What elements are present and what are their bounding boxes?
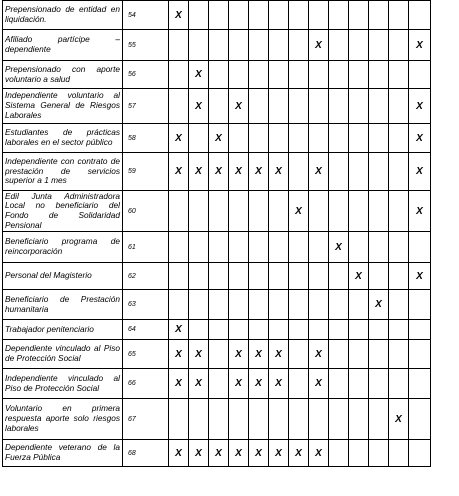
- mark-cell: [349, 61, 369, 89]
- mark-cell: [329, 340, 349, 369]
- mark-cell: [189, 399, 209, 440]
- mark-cell: [409, 399, 431, 440]
- table-row: [3, 340, 431, 369]
- mark-cell: [329, 399, 349, 440]
- mark-cell: X: [269, 153, 289, 191]
- mark-cell: [349, 340, 369, 369]
- mark-cell: [329, 440, 349, 467]
- mark-cell: [309, 320, 329, 340]
- mark-cell: [309, 399, 329, 440]
- mark-cell: [349, 290, 369, 320]
- mark-cell: [349, 124, 369, 153]
- mark-cell: [249, 320, 269, 340]
- cotizante-description: Personal del Magisterio: [3, 263, 123, 290]
- mark-cell: [249, 124, 269, 153]
- mark-cell: X: [169, 440, 189, 467]
- mark-cell: [249, 61, 269, 89]
- mark-cell: [229, 1, 249, 30]
- mark-cell: [209, 290, 229, 320]
- mark-cell: X: [249, 440, 269, 467]
- mark-cell: [209, 263, 229, 290]
- mark-cell: X: [229, 369, 249, 399]
- mark-cell: X: [169, 1, 189, 30]
- mark-cell: [369, 399, 389, 440]
- table-row: [3, 320, 431, 340]
- cotizante-code: 61: [123, 232, 169, 263]
- mark-cell: [389, 124, 409, 153]
- mark-cell: [349, 1, 369, 30]
- mark-cell: [169, 191, 189, 232]
- mark-cell: [229, 399, 249, 440]
- cotizante-code: 68: [123, 440, 169, 467]
- mark-cell: [349, 369, 369, 399]
- cotizante-code: 62: [123, 263, 169, 290]
- cotizante-description: Prepensionado de entidad en liquidación.: [3, 1, 123, 30]
- table-row: [3, 263, 431, 290]
- cotizante-description: Dependiente vinculado al Piso de Protección Social: [3, 340, 123, 369]
- mark-cell: [349, 191, 369, 232]
- mark-cell: [229, 30, 249, 61]
- mark-cell: [269, 89, 289, 124]
- mark-cell: X: [249, 369, 269, 399]
- cotizante-description: Dependiente veterano de la Fuerza Pública: [3, 440, 123, 467]
- table-row: [3, 232, 431, 263]
- mark-cell: [309, 290, 329, 320]
- mark-cell: [289, 89, 309, 124]
- mark-cell: [249, 191, 269, 232]
- mark-cell: [369, 191, 389, 232]
- table-row: [3, 153, 431, 191]
- mark-cell: [349, 153, 369, 191]
- mark-cell: [269, 61, 289, 89]
- mark-cell: [409, 61, 431, 89]
- mark-cell: [289, 124, 309, 153]
- mark-cell: [249, 263, 269, 290]
- mark-cell: X: [209, 124, 229, 153]
- mark-cell: [189, 263, 209, 290]
- mark-cell: X: [329, 232, 349, 263]
- table-row: [3, 440, 431, 467]
- mark-cell: [369, 232, 389, 263]
- mark-cell: [309, 191, 329, 232]
- mark-cell: [309, 232, 329, 263]
- mark-cell: X: [229, 440, 249, 467]
- mark-cell: X: [169, 369, 189, 399]
- mark-cell: [289, 30, 309, 61]
- mark-cell: [409, 290, 431, 320]
- mark-cell: [389, 320, 409, 340]
- table-row: [3, 290, 431, 320]
- mark-cell: [349, 232, 369, 263]
- mark-cell: [169, 290, 189, 320]
- mark-cell: X: [229, 89, 249, 124]
- cotizante-code: 65: [123, 340, 169, 369]
- mark-cell: X: [369, 290, 389, 320]
- mark-cell: [409, 232, 431, 263]
- mark-cell: X: [189, 369, 209, 399]
- mark-cell: [289, 61, 309, 89]
- mark-cell: X: [189, 440, 209, 467]
- mark-cell: [389, 30, 409, 61]
- mark-cell: [229, 232, 249, 263]
- mark-cell: [389, 61, 409, 89]
- mark-cell: [209, 61, 229, 89]
- cotizante-code: 67: [123, 399, 169, 440]
- mark-cell: [269, 124, 289, 153]
- mark-cell: X: [309, 153, 329, 191]
- mark-cell: X: [249, 340, 269, 369]
- mark-cell: [369, 153, 389, 191]
- mark-cell: [389, 1, 409, 30]
- mark-cell: X: [169, 124, 189, 153]
- cotizante-description: Afiliado partícipe – dependiente: [3, 30, 123, 61]
- mark-cell: [289, 153, 309, 191]
- table-row: [3, 89, 431, 124]
- mark-cell: [209, 320, 229, 340]
- mark-cell: [189, 191, 209, 232]
- mark-cell: X: [409, 153, 431, 191]
- mark-cell: [289, 340, 309, 369]
- mark-cell: [229, 290, 249, 320]
- mark-cell: X: [289, 191, 309, 232]
- mark-cell: [269, 30, 289, 61]
- mark-cell: X: [309, 369, 329, 399]
- mark-cell: [369, 369, 389, 399]
- cotizante-description: Independiente con contrato de prestación de servicios superior a 1 mes: [3, 153, 123, 191]
- mark-cell: [369, 440, 389, 467]
- mark-cell: [169, 232, 189, 263]
- mark-cell: [389, 290, 409, 320]
- cotizante-code: 66: [123, 369, 169, 399]
- mark-cell: X: [409, 191, 431, 232]
- mark-cell: X: [189, 89, 209, 124]
- cotizante-code: 58: [123, 124, 169, 153]
- mark-cell: [269, 263, 289, 290]
- mark-cell: X: [249, 153, 269, 191]
- cotizante-code: 57: [123, 89, 169, 124]
- mark-cell: [329, 30, 349, 61]
- mark-cell: [349, 399, 369, 440]
- mark-cell: [409, 1, 431, 30]
- cotizante-description: Trabajador penitenciario: [3, 320, 123, 340]
- mark-cell: [329, 320, 349, 340]
- mark-cell: [389, 89, 409, 124]
- mark-cell: [309, 263, 329, 290]
- mark-cell: [229, 263, 249, 290]
- mark-cell: [369, 61, 389, 89]
- mark-cell: [329, 263, 349, 290]
- cotizante-code: 56: [123, 61, 169, 89]
- mark-cell: [329, 1, 349, 30]
- mark-cell: [169, 399, 189, 440]
- mark-cell: [209, 1, 229, 30]
- mark-cell: [169, 263, 189, 290]
- mark-cell: [189, 320, 209, 340]
- mark-cell: [329, 290, 349, 320]
- mark-cell: [249, 30, 269, 61]
- mark-cell: [369, 124, 389, 153]
- cotizante-description: Estudiantes de prácticas laborales en el sector público: [3, 124, 123, 153]
- mark-cell: [209, 89, 229, 124]
- mark-cell: [209, 191, 229, 232]
- mark-cell: [289, 399, 309, 440]
- mark-cell: X: [189, 153, 209, 191]
- mark-cell: [389, 232, 409, 263]
- mark-cell: [309, 124, 329, 153]
- mark-cell: [209, 232, 229, 263]
- mark-cell: X: [209, 440, 229, 467]
- table-row: [3, 1, 431, 30]
- mark-cell: [329, 61, 349, 89]
- mark-cell: [389, 369, 409, 399]
- mark-cell: [169, 89, 189, 124]
- mark-cell: [309, 1, 329, 30]
- mark-cell: [189, 290, 209, 320]
- mark-cell: [209, 369, 229, 399]
- mark-cell: X: [409, 89, 431, 124]
- mark-cell: [409, 320, 431, 340]
- mark-cell: [189, 1, 209, 30]
- mark-cell: [229, 191, 249, 232]
- mark-cell: X: [409, 30, 431, 61]
- mark-cell: X: [309, 440, 329, 467]
- mark-cell: [229, 61, 249, 89]
- mark-cell: [289, 232, 309, 263]
- mark-cell: X: [189, 340, 209, 369]
- mark-cell: X: [349, 263, 369, 290]
- mark-cell: [349, 440, 369, 467]
- mark-cell: X: [309, 340, 329, 369]
- mark-cell: [209, 30, 229, 61]
- mark-cell: [269, 290, 289, 320]
- mark-cell: [329, 89, 349, 124]
- mark-cell: [349, 89, 369, 124]
- mark-cell: [229, 124, 249, 153]
- cotizante-code: 60: [123, 191, 169, 232]
- cotizante-description: Voluntario en primera respuesta aporte solo riesgos laborales: [3, 399, 123, 440]
- mark-cell: [329, 153, 349, 191]
- mark-cell: [369, 89, 389, 124]
- mark-cell: X: [269, 369, 289, 399]
- cotizante-description: Beneficiario de Prestación humanitaria: [3, 290, 123, 320]
- mark-cell: [389, 263, 409, 290]
- mark-cell: X: [229, 153, 249, 191]
- cotizante-code: 63: [123, 290, 169, 320]
- cotizante-description: Independiente voluntario al Sistema General de Riesgos Laborales: [3, 89, 123, 124]
- mark-cell: [369, 320, 389, 340]
- mark-cell: [189, 232, 209, 263]
- table-row: [3, 124, 431, 153]
- mark-cell: [389, 340, 409, 369]
- mark-cell: X: [169, 340, 189, 369]
- mark-cell: [369, 1, 389, 30]
- mark-cell: [369, 340, 389, 369]
- mark-cell: [349, 30, 369, 61]
- mark-cell: X: [389, 399, 409, 440]
- mark-cell: [289, 290, 309, 320]
- mark-cell: [329, 191, 349, 232]
- table-row: [3, 30, 431, 61]
- table-row: [3, 399, 431, 440]
- mark-cell: X: [189, 61, 209, 89]
- mark-cell: [189, 30, 209, 61]
- mark-cell: [269, 320, 289, 340]
- mark-cell: X: [169, 153, 189, 191]
- table-row: [3, 191, 431, 232]
- mark-cell: [189, 124, 209, 153]
- mark-cell: [249, 290, 269, 320]
- mark-cell: [249, 232, 269, 263]
- mark-cell: [169, 61, 189, 89]
- mark-cell: [329, 369, 349, 399]
- mark-cell: X: [209, 153, 229, 191]
- mark-cell: X: [309, 30, 329, 61]
- mark-cell: [389, 153, 409, 191]
- mark-cell: X: [409, 124, 431, 153]
- cotizante-code: 64: [123, 320, 169, 340]
- mark-cell: [209, 399, 229, 440]
- mark-cell: [389, 191, 409, 232]
- mark-cell: [269, 191, 289, 232]
- mark-cell: [249, 89, 269, 124]
- cotizante-code: 59: [123, 153, 169, 191]
- mark-cell: [249, 399, 269, 440]
- mark-cell: [229, 320, 249, 340]
- mark-cell: [269, 1, 289, 30]
- cotizante-description: Edil Junta Administradora Local no beneficiario del Fondo de Solidaridad Pensional: [3, 191, 123, 232]
- mark-cell: [409, 369, 431, 399]
- cotizante-description: Independiente vinculado al Piso de Protección Social: [3, 369, 123, 399]
- mark-cell: [289, 320, 309, 340]
- mark-cell: [409, 340, 431, 369]
- mark-cell: X: [289, 440, 309, 467]
- mark-cell: [289, 369, 309, 399]
- mark-cell: [269, 399, 289, 440]
- cotizante-description: Prepensionado con aporte voluntario a salud: [3, 61, 123, 89]
- mark-cell: [209, 340, 229, 369]
- mark-cell: [409, 440, 431, 467]
- mark-cell: X: [409, 263, 431, 290]
- cotizante-code: 54: [123, 1, 169, 30]
- mark-cell: [329, 124, 349, 153]
- mark-cell: [249, 1, 269, 30]
- table-row: [3, 61, 431, 89]
- mark-cell: [349, 320, 369, 340]
- mark-cell: X: [229, 340, 249, 369]
- mark-cell: [389, 440, 409, 467]
- mark-cell: [289, 1, 309, 30]
- mark-cell: [309, 89, 329, 124]
- mark-cell: [269, 232, 289, 263]
- mark-cell: [309, 61, 329, 89]
- mark-cell: [169, 30, 189, 61]
- mark-cell: [369, 263, 389, 290]
- table-body: [3, 1, 431, 467]
- mark-cell: [289, 263, 309, 290]
- table-row: [3, 369, 431, 399]
- mark-cell: X: [269, 340, 289, 369]
- mark-cell: X: [269, 440, 289, 467]
- mark-cell: X: [169, 320, 189, 340]
- cotizante-code: 55: [123, 30, 169, 61]
- cotizante-type-table: [2, 0, 431, 467]
- cotizante-description: Beneficiario programa de reincorporación: [3, 232, 123, 263]
- mark-cell: [369, 30, 389, 61]
